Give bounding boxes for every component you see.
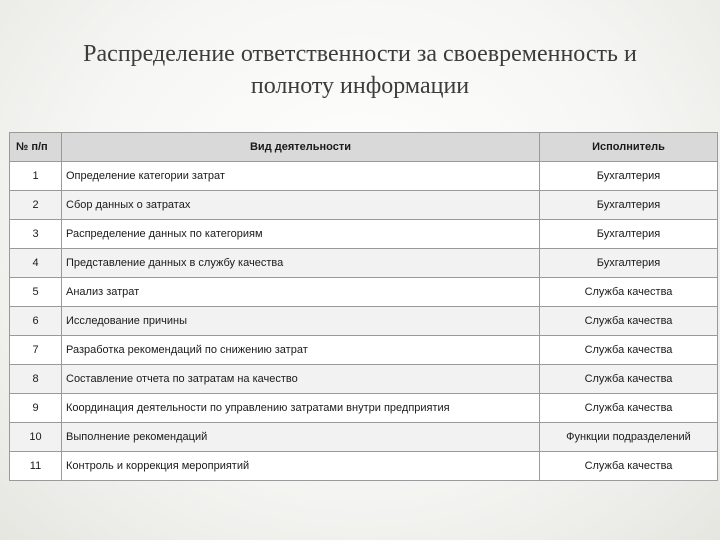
row-activity: Составление отчета по затратам на качество bbox=[62, 365, 540, 394]
row-activity: Сбор данных о затратах bbox=[62, 191, 540, 220]
table-row bbox=[10, 423, 718, 452]
row-num: 6 bbox=[10, 307, 62, 336]
row-executor: Служба качества bbox=[540, 365, 718, 394]
row-num: 8 bbox=[10, 365, 62, 394]
table-row bbox=[10, 307, 718, 336]
header-num: № п/п bbox=[10, 133, 62, 162]
row-activity: Распределение данных по категориям bbox=[62, 220, 540, 249]
row-num: 10 bbox=[10, 423, 62, 452]
row-activity: Представление данных в службу качества bbox=[62, 249, 540, 278]
row-executor: Бухгалтерия bbox=[540, 162, 718, 191]
row-num: 3 bbox=[10, 220, 62, 249]
row-num: 11 bbox=[10, 452, 62, 481]
row-num: 2 bbox=[10, 191, 62, 220]
row-activity: Разработка рекомендаций по снижению затрат bbox=[62, 336, 540, 365]
row-num: 9 bbox=[10, 394, 62, 423]
row-executor: Служба качества bbox=[540, 278, 718, 307]
row-activity: Координация деятельности по управлению затратами внутри предприятия bbox=[62, 394, 540, 423]
row-activity: Исследование причины bbox=[62, 307, 540, 336]
table-row bbox=[10, 278, 718, 307]
row-executor: Служба качества bbox=[540, 452, 718, 481]
table-row bbox=[10, 249, 718, 278]
row-executor: Бухгалтерия bbox=[540, 191, 718, 220]
header-executor: Исполнитель bbox=[540, 133, 718, 162]
row-num: 7 bbox=[10, 336, 62, 365]
page-title-line-2: полноту информации bbox=[250, 73, 470, 99]
table-row bbox=[10, 394, 718, 423]
row-executor: Бухгалтерия bbox=[540, 220, 718, 249]
page-title-line-1: Распределение ответственности за своевременность и bbox=[83, 41, 637, 67]
table-row bbox=[10, 191, 718, 220]
row-num: 5 bbox=[10, 278, 62, 307]
row-num: 1 bbox=[10, 162, 62, 191]
row-executor: Бухгалтерия bbox=[540, 249, 718, 278]
row-executor: Служба качества bbox=[540, 394, 718, 423]
row-executor: Служба качества bbox=[540, 336, 718, 365]
row-executor: Функции подразделений bbox=[540, 423, 718, 452]
row-activity: Анализ затрат bbox=[62, 278, 540, 307]
table-row bbox=[10, 162, 718, 191]
row-activity: Контроль и коррекция мероприятий bbox=[62, 452, 540, 481]
row-activity: Определение категории затрат bbox=[62, 162, 540, 191]
table-row bbox=[10, 452, 718, 481]
row-executor: Служба качества bbox=[540, 307, 718, 336]
page-title bbox=[0, 38, 720, 102]
row-num: 4 bbox=[10, 249, 62, 278]
table-row bbox=[10, 365, 718, 394]
table-row bbox=[10, 220, 718, 249]
table-header-row bbox=[10, 133, 718, 162]
responsibility-table bbox=[9, 132, 718, 481]
responsibility-table-container bbox=[9, 132, 717, 480]
row-activity: Выполнение рекомендаций bbox=[62, 423, 540, 452]
table-row bbox=[10, 336, 718, 365]
header-activity: Вид деятельности bbox=[62, 133, 540, 162]
